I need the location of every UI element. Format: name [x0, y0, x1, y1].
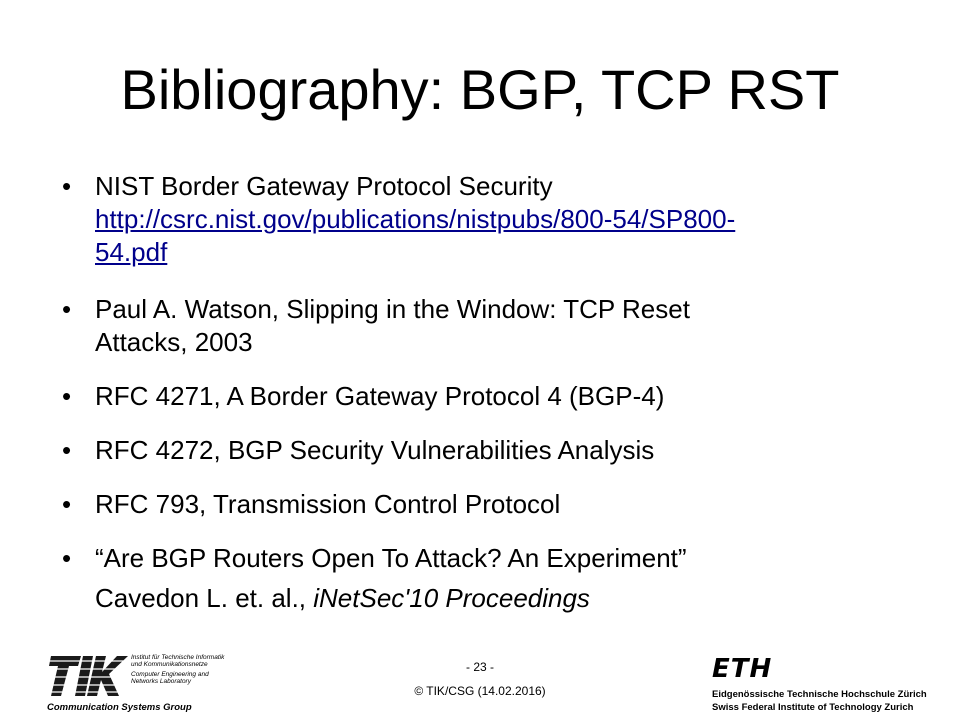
tik-logo — [47, 652, 225, 714]
link-line-1: http://csrc.nist.gov/publications/nistpubs/800-54/SP800- — [95, 204, 736, 234]
list-item — [62, 380, 902, 413]
bullet-symbol: • — [62, 543, 72, 573]
eth-wordmark: ETH — [712, 654, 773, 684]
citation-authors: Cavedon L. et. al., — [95, 583, 314, 613]
bullet-text: RFC 793, Transmission Control Protocol — [95, 489, 561, 519]
bullet-symbol: • — [62, 435, 72, 465]
list-item — [62, 542, 902, 615]
bullet-symbol: • — [62, 489, 72, 519]
copyright: © TIK/CSG (14.02.2016) — [414, 684, 546, 698]
bullet-symbol: • — [62, 294, 72, 324]
bullet-text: RFC 4272, BGP Security Vulnerabilities Analysis — [95, 435, 655, 465]
link-line-2: 54.pdf — [95, 237, 168, 267]
bibliography-list — [62, 170, 902, 615]
eth-logo — [712, 654, 927, 713]
eth-line-1: Eidgenössische Technische Hochschule Zürich — [712, 689, 927, 700]
list-item — [62, 293, 902, 359]
bullet-text-line-2: Attacks, 2003 — [95, 327, 253, 357]
tik-group-name: Communication Systems Group — [47, 702, 192, 713]
page-number: - 23 - — [465, 660, 494, 674]
bullet-text: RFC 4271, A Border Gateway Protocol 4 (BGP-4) — [95, 381, 665, 411]
bullet-text-line-1: Paul A. Watson, Slipping in the Window: TCP Reset — [95, 294, 690, 324]
slide-title: Bibliography: BGP, TCP RST — [120, 58, 840, 121]
bullet-text: “Are BGP Routers Open To Attack? An Experiment” — [95, 543, 687, 573]
nist-pdf-link[interactable] — [95, 204, 735, 267]
list-item — [62, 170, 902, 269]
list-item — [62, 488, 902, 521]
citation-venue: iNetSec'10 Proceedings — [313, 583, 590, 613]
tik-line-2: und Kommunikationsnetze — [131, 661, 208, 668]
tik-line-3: Computer Engineering and — [131, 671, 209, 678]
tik-wordmark-graphic — [47, 652, 129, 700]
eth-line-2: Swiss Federal Institute of Technology Zurich — [712, 702, 914, 713]
bullet-text: NIST Border Gateway Protocol Security — [95, 171, 553, 201]
bullet-symbol: • — [62, 381, 72, 411]
tik-line-1: Institut für Technische Informatik — [131, 654, 225, 661]
list-item — [62, 434, 902, 467]
bullet-continuation — [95, 582, 902, 615]
bullet-symbol: • — [62, 171, 72, 201]
tik-line-4: Networks Laboratory — [131, 678, 191, 685]
